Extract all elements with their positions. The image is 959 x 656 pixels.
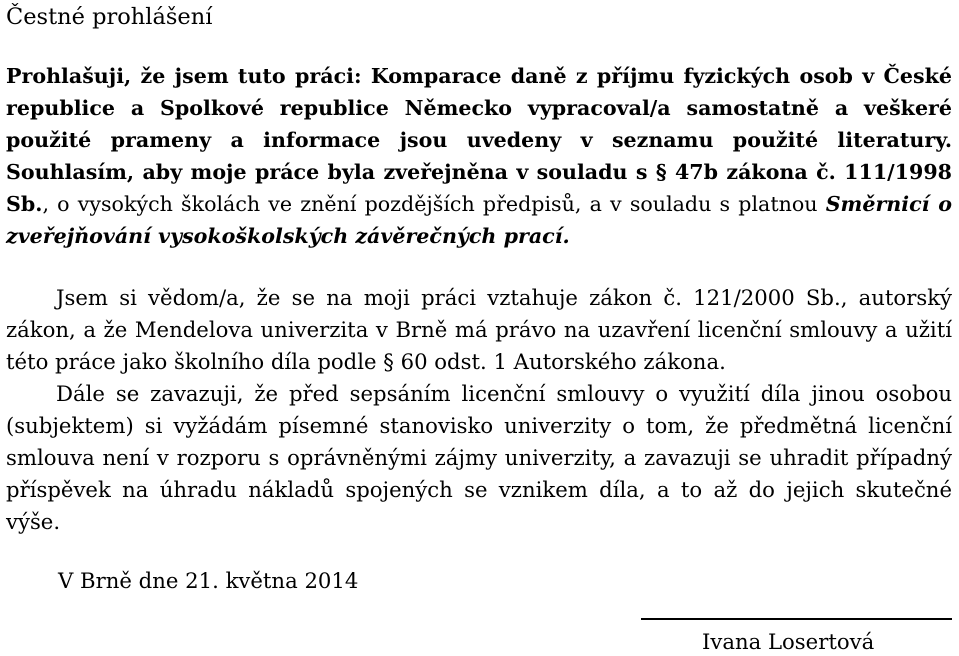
place-and-date: V Brně dne 21. května 2014 bbox=[58, 568, 359, 593]
declaration-paragraph-1 bbox=[6, 60, 952, 252]
signature-name: Ivana Losertová bbox=[702, 629, 875, 654]
declaration-statement-middle: , o vysokých školách ve znění pozdějších předpisů, a v souladu s platnou bbox=[42, 192, 826, 216]
page-title: Čestné prohlášení bbox=[6, 4, 213, 30]
copyright-law-reference: Jsem si vědom/a, že se na moji práci vztahuje zákon č. 121/2000 Sb. bbox=[56, 285, 841, 310]
copyright-law-text: , autorský zákon, a že Mendelova univerzita v Brně má právo na uzavření licenční smlouvy a užití této práce jako školního díla podle § 60 odst. 1 Autorského zákona. bbox=[6, 285, 953, 374]
declaration-paragraph-3 bbox=[6, 378, 952, 538]
directive-reference: Směrnicí o zveřejňování vysokoškolských závěrečných prací. bbox=[6, 192, 952, 248]
signature-line bbox=[641, 618, 952, 620]
declaration-statement: Prohlašuji, že jsem tuto práci: Komparace daně z příjmu fyzických osob v České republice a Spolkové republice Německo vypracoval/a samostatně a veškeré použité prameny a informace jsou uvedeny v seznamu použité literatury. Souhlasím, aby moje práce byla zveřejněna v souladu s § 47b zákona č. 111/1998 Sb. bbox=[6, 64, 952, 216]
license-commitment-text: Dále se zavazuji, že před sepsáním licenční smlouvy o využití díla jinou osobou (subjektem) si vyžádám písemné stanovisko univerzity o tom, že předmětná licenční smlouva není v rozporu s oprávněnými zájmy univerzity, a zavazuji se uhradit případný příspěvek na úhradu nákladů spojených se vznikem díla, a to až do jejich skutečné výše. bbox=[6, 381, 952, 534]
declaration-paragraph-2 bbox=[6, 282, 952, 378]
